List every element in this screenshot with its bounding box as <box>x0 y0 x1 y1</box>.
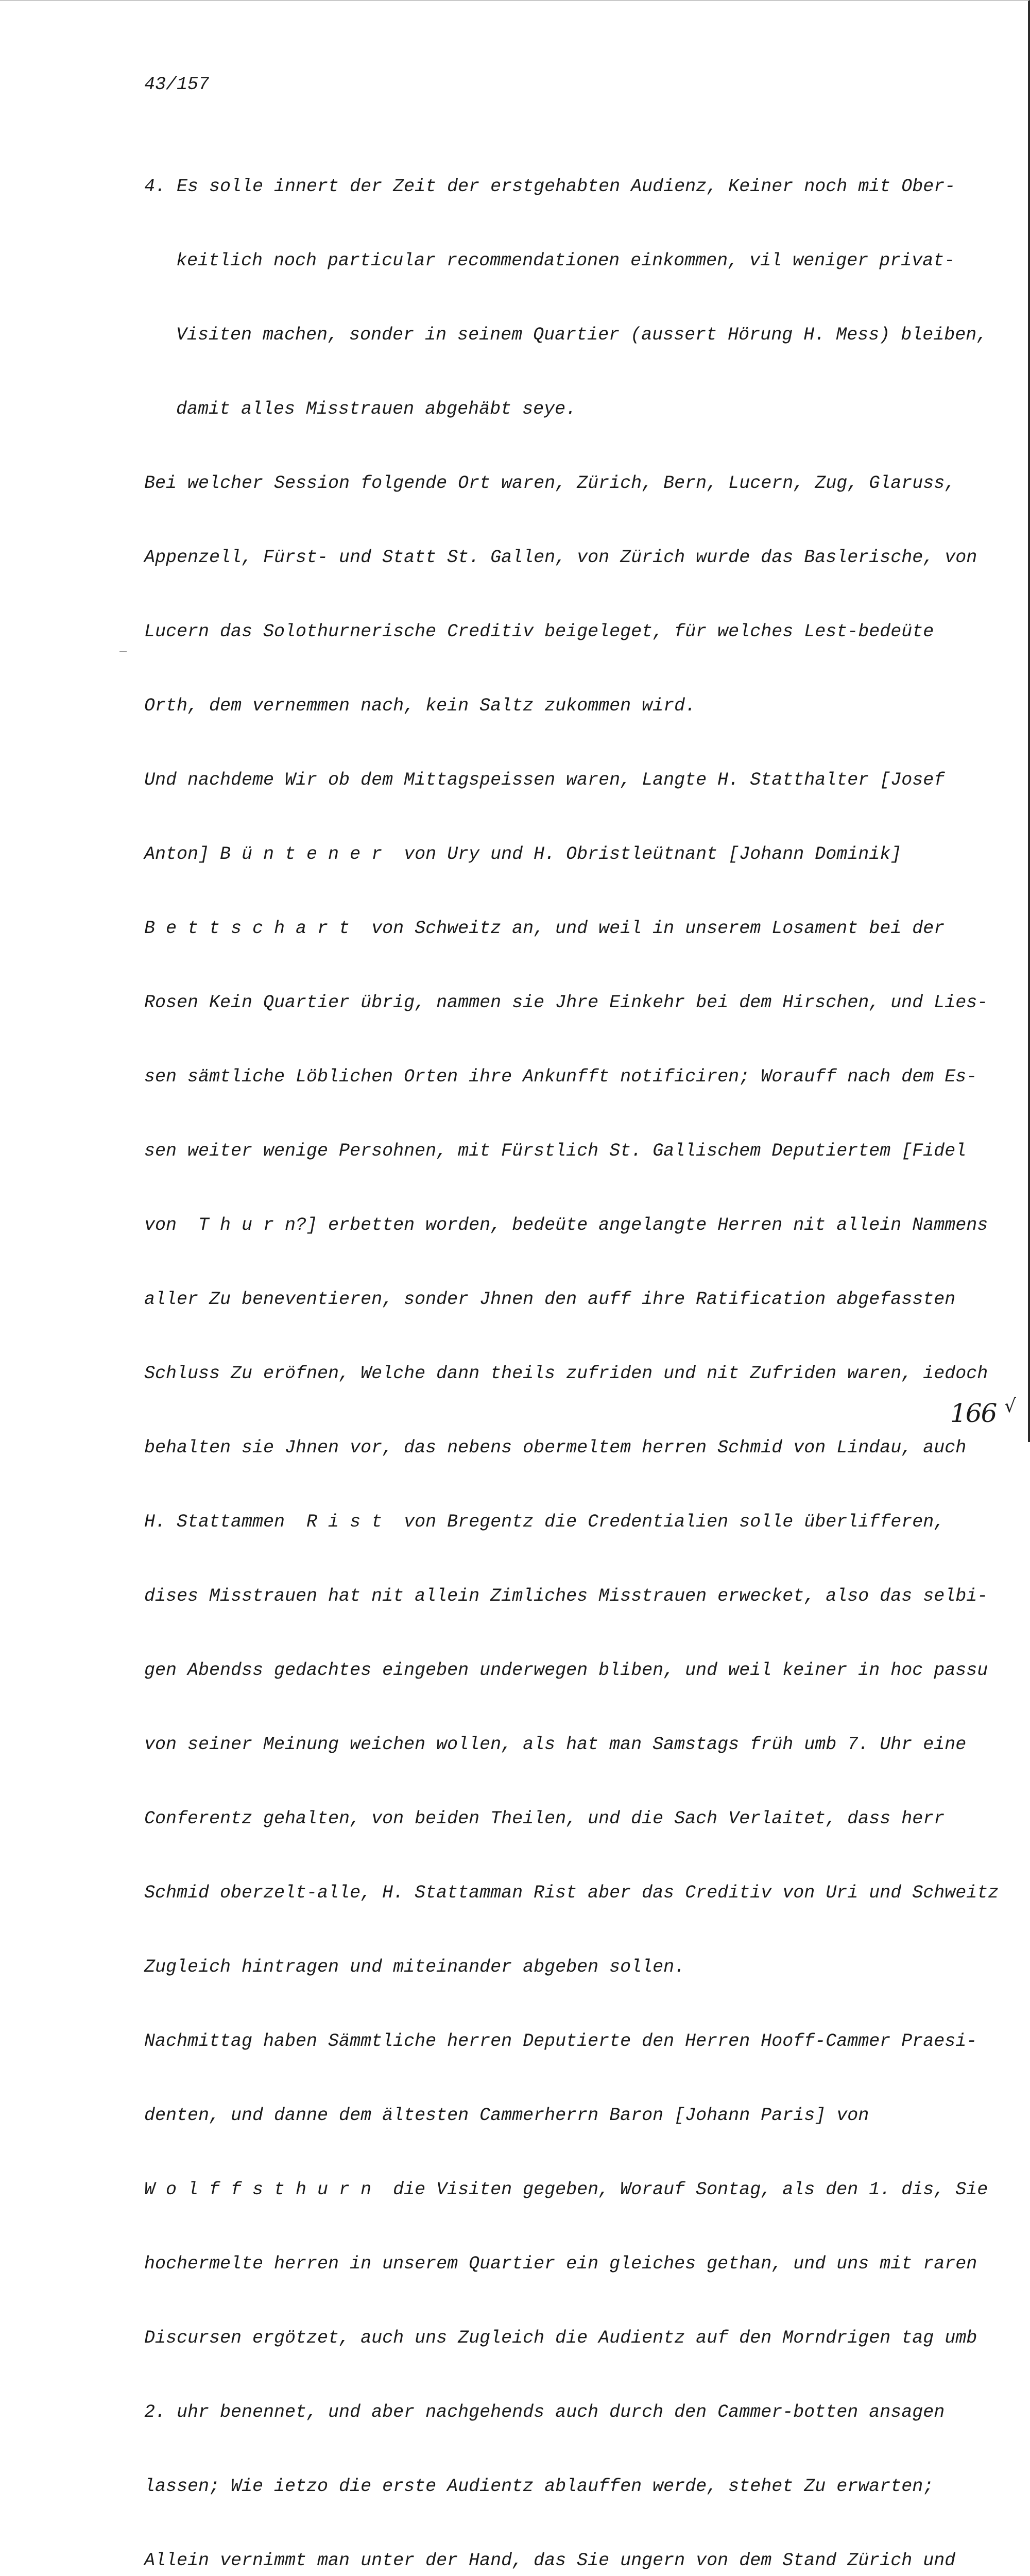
text-line: von seiner Meinung weichen wollen, als hat man Samstags früh umb 7. Uhr eine <box>144 1734 967 1755</box>
text-line: keitlich noch particular recommendationen einkommen, vil weniger privat- <box>176 250 955 271</box>
text-line: damit alles Misstrauen abgehäbt seye. <box>176 399 577 419</box>
text-line: Anton] B ü n t e n e r von Ury und H. Obristleütnant [Johann Dominik] <box>144 844 902 865</box>
text-line: Schluss Zu eröfnen, Welche dann theils zufriden und nit Zufriden waren, iedoch <box>144 1363 988 1384</box>
page-number: 43/157 <box>144 74 210 95</box>
body-text <box>144 132 999 2576</box>
text-line: sen weiter wenige Persohnen, mit Fürstlich St. Gallischem Deputiertem [Fidel <box>144 1141 967 1161</box>
text-line: H. Stattammen R i s t von Bregentz die Credentialien solle überlifferen, <box>144 1512 945 1532</box>
text-line: Lucern das Solothurnerische Creditiv beigeleget, für welches Lest-bedeüte <box>144 621 934 642</box>
text-line: W o l f f s t h u r n die Visiten gegeben, Worauf Sontag, als den 1. dis, Sie <box>144 2179 988 2200</box>
text-line: B e t t s c h a r t von Schweitz an, und weil in unserem Losament bei der <box>144 918 945 939</box>
text-line: von T h u r n?] erbetten worden, bedeüte angelangte Herren nit allein Nammens <box>144 1215 988 1235</box>
text-line: Appenzell, Fürst- und Statt St. Gallen, von Zürich wurde das Baslerische, von <box>144 547 977 568</box>
text-line: hochermelte herren in unserem Quartier ein gleiches gethan, und uns mit raren <box>144 2253 977 2274</box>
text-line: 4. Es solle innert der Zeit der erstgehabten Audienz, Keiner noch mit Ober- <box>144 176 956 197</box>
handwritten-folio-number: 166 <box>950 1398 997 1428</box>
text-line: denten, und danne dem ältesten Cammerherrn Baron [Johann Paris] von <box>144 2105 869 2126</box>
text-line: Orth, dem vernemmen nach, kein Saltz zukommen wird. <box>144 696 696 716</box>
text-line: Schmid oberzelt-alle, H. Stattamman Rist aber das Creditiv von Uri und Schweitz <box>144 1883 999 1903</box>
text-line: sen sämtliche Löblichen Orten ihre Ankunfft notificiren; Worauff nach dem Es- <box>144 1066 977 1087</box>
margin-mark <box>119 651 127 652</box>
text-line: Visiten machen, sonder in seinem Quartier (aussert Hörung H. Mess) bleiben, <box>176 325 988 345</box>
text-line: 2. uhr benennet, und aber nachgehends auch durch den Cammer-botten ansagen <box>144 2402 945 2422</box>
text-line: lassen; Wie ietzo die erste Audientz ablauffen werde, stehet Zu erwarten; <box>144 2476 934 2497</box>
text-line: gen Abendss gedachtes eingeben underwegen bliben, und weil keiner in hoc passu <box>144 1660 988 1681</box>
text-line: Allein vernimmt man unter der Hand, das Sie ungern von dem Stand Zürich und <box>144 2550 956 2571</box>
text-line: Rosen Kein Quartier übrig, nammen sie Jhre Einkehr bei dem Hirschen, und Lies- <box>144 992 988 1013</box>
text-line: Discursen ergötzet, auch uns Zugleich die Audientz auf den Morndrigen tag umb <box>144 2328 977 2348</box>
text-line: behalten sie Jhnen vor, das nebens obermeltem herren Schmid von Lindau, auch <box>144 1437 967 1458</box>
text-line: Conferentz gehalten, von beiden Theilen, und die Sach Verlaitet, dass herr <box>144 1808 945 1829</box>
text-line: aller Zu beneventieren, sonder Jhnen den auff ihre Ratification abgefassten <box>144 1289 956 1310</box>
text-line: Bei welcher Session folgende Ort waren, Zürich, Bern, Lucern, Zug, Glaruss, <box>144 473 956 494</box>
text-line: Und nachdeme Wir ob dem Mittagspeissen waren, Langte H. Statthalter [Josef <box>144 770 945 790</box>
check-mark-icon: √ <box>1004 1396 1016 1417</box>
text-line: Zugleich hintragen und miteinander abgeben sollen. <box>144 1957 685 1977</box>
text-line: Nachmittag haben Sämmtliche herren Deputierte den Herren Hooff-Cammer Praesi- <box>144 2031 977 2052</box>
text-line: dises Misstrauen hat nit allein Zimliches Misstrauen erwecket, also das selbi- <box>144 1586 988 1606</box>
